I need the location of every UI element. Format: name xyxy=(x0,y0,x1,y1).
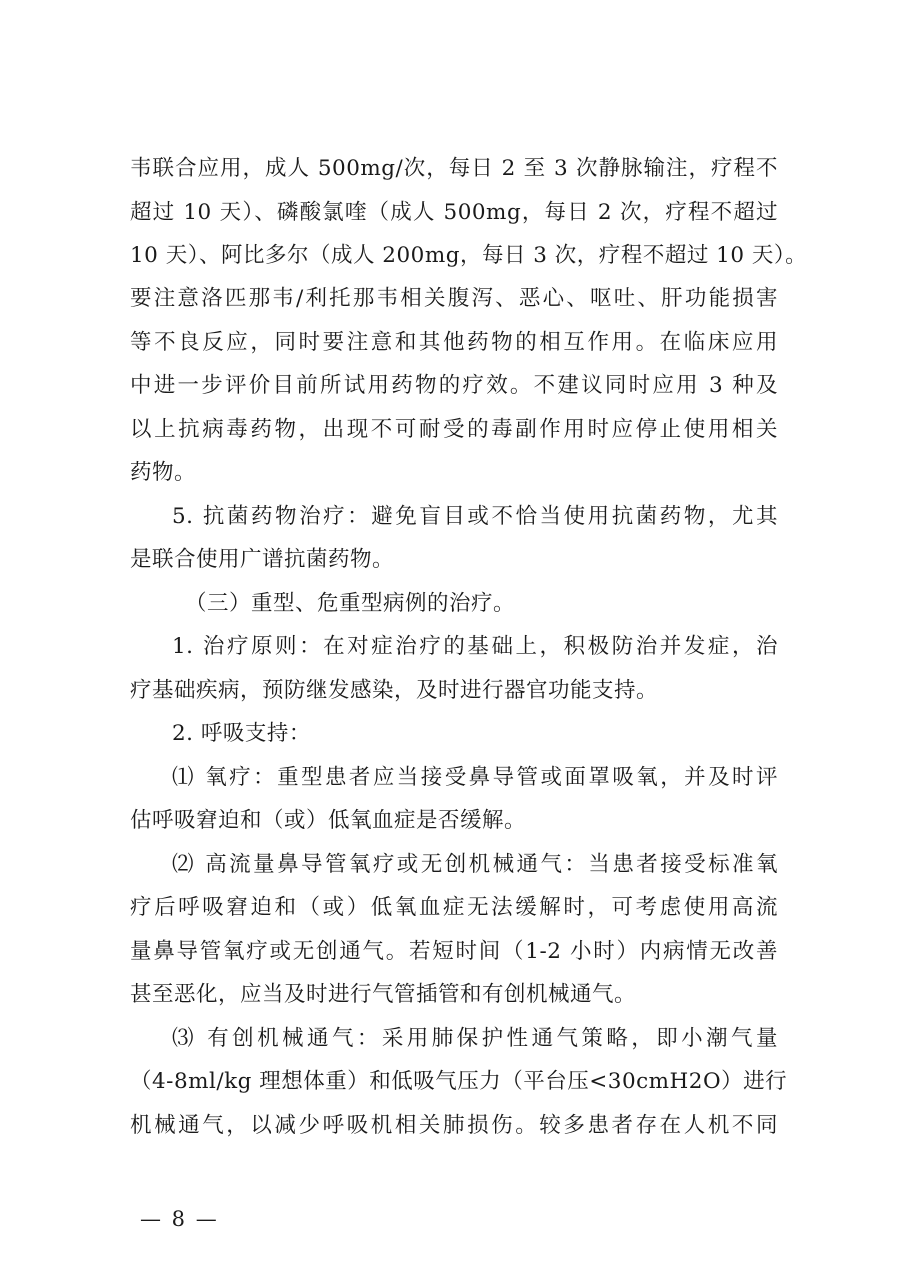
text-line: 甚至恶化，应当及时进行气管插管和有创机械通气。 xyxy=(130,982,637,1007)
item-2-heading: ⑵ 高流量鼻导管氧疗或无创机械通气：当患者接受标准氧 xyxy=(172,852,778,877)
text-line: 是联合使用广谱抗菌药物。 xyxy=(130,547,395,572)
text-line: 超过 10 天）、磷酸氯喹（成人 500mg，每日 2 次，疗程不超过 xyxy=(130,200,778,225)
page-number: — 8 — xyxy=(140,1207,219,1231)
text-line: 等不良反应，同时要注意和其他药物的相互作用。在临床应用 xyxy=(130,330,778,355)
text-line: 机械通气，以减少呼吸机相关肺损伤。较多患者存在人机不同 xyxy=(130,1113,778,1138)
section-heading: （三）重型、危重型病例的治疗。 xyxy=(185,591,516,616)
text-line: 疗基础疾病，预防继发感染，及时进行器官功能支持。 xyxy=(130,678,659,703)
text-line: 韦联合应用，成人 500mg/次，每日 2 至 3 次静脉输注，疗程不 xyxy=(130,156,778,181)
text-line: 药物。 xyxy=(130,460,197,485)
item-1-heading: ⑴ 氧疗：重型患者应当接受鼻导管或面罩吸氧，并及时评 xyxy=(172,765,778,790)
paragraph-2-heading: 2. 呼吸支持： xyxy=(172,721,311,746)
item-3-heading: ⑶ 有创机械通气：采用肺保护性通气策略，即小潮气量 xyxy=(172,1026,778,1051)
text-line: 10 天）、阿比多尔（成人 200mg，每日 3 次，疗程不超过 10 天）。 xyxy=(130,243,808,268)
paragraph-1-heading: 1. 治疗原则：在对症治疗的基础上，积极防治并发症，治 xyxy=(172,634,778,659)
paragraph-5-heading: 5. 抗菌药物治疗：避免盲目或不恰当使用抗菌药物，尤其 xyxy=(172,504,778,529)
text-line: 估呼吸窘迫和（或）低氧血症是否缓解。 xyxy=(130,808,527,833)
text-line: 以上抗病毒药物，出现不可耐受的毒副作用时应停止使用相关 xyxy=(130,417,778,442)
text-line: （4-8ml/kg 理想体重）和低吸气压力（平台压<30cmH2O）进行 xyxy=(130,1069,788,1094)
text-line: 中进一步评价目前所试用药物的疗效。不建议同时应用 3 种及 xyxy=(130,373,778,398)
text-line: 疗后呼吸窘迫和（或）低氧血症无法缓解时，可考虑使用高流 xyxy=(130,895,778,920)
text-line: 量鼻导管氧疗或无创通气。若短时间（1-2 小时）内病情无改善 xyxy=(130,939,778,964)
text-line: 要注意洛匹那韦/利托那韦相关腹泻、恶心、呕吐、肝功能损害 xyxy=(130,286,778,311)
